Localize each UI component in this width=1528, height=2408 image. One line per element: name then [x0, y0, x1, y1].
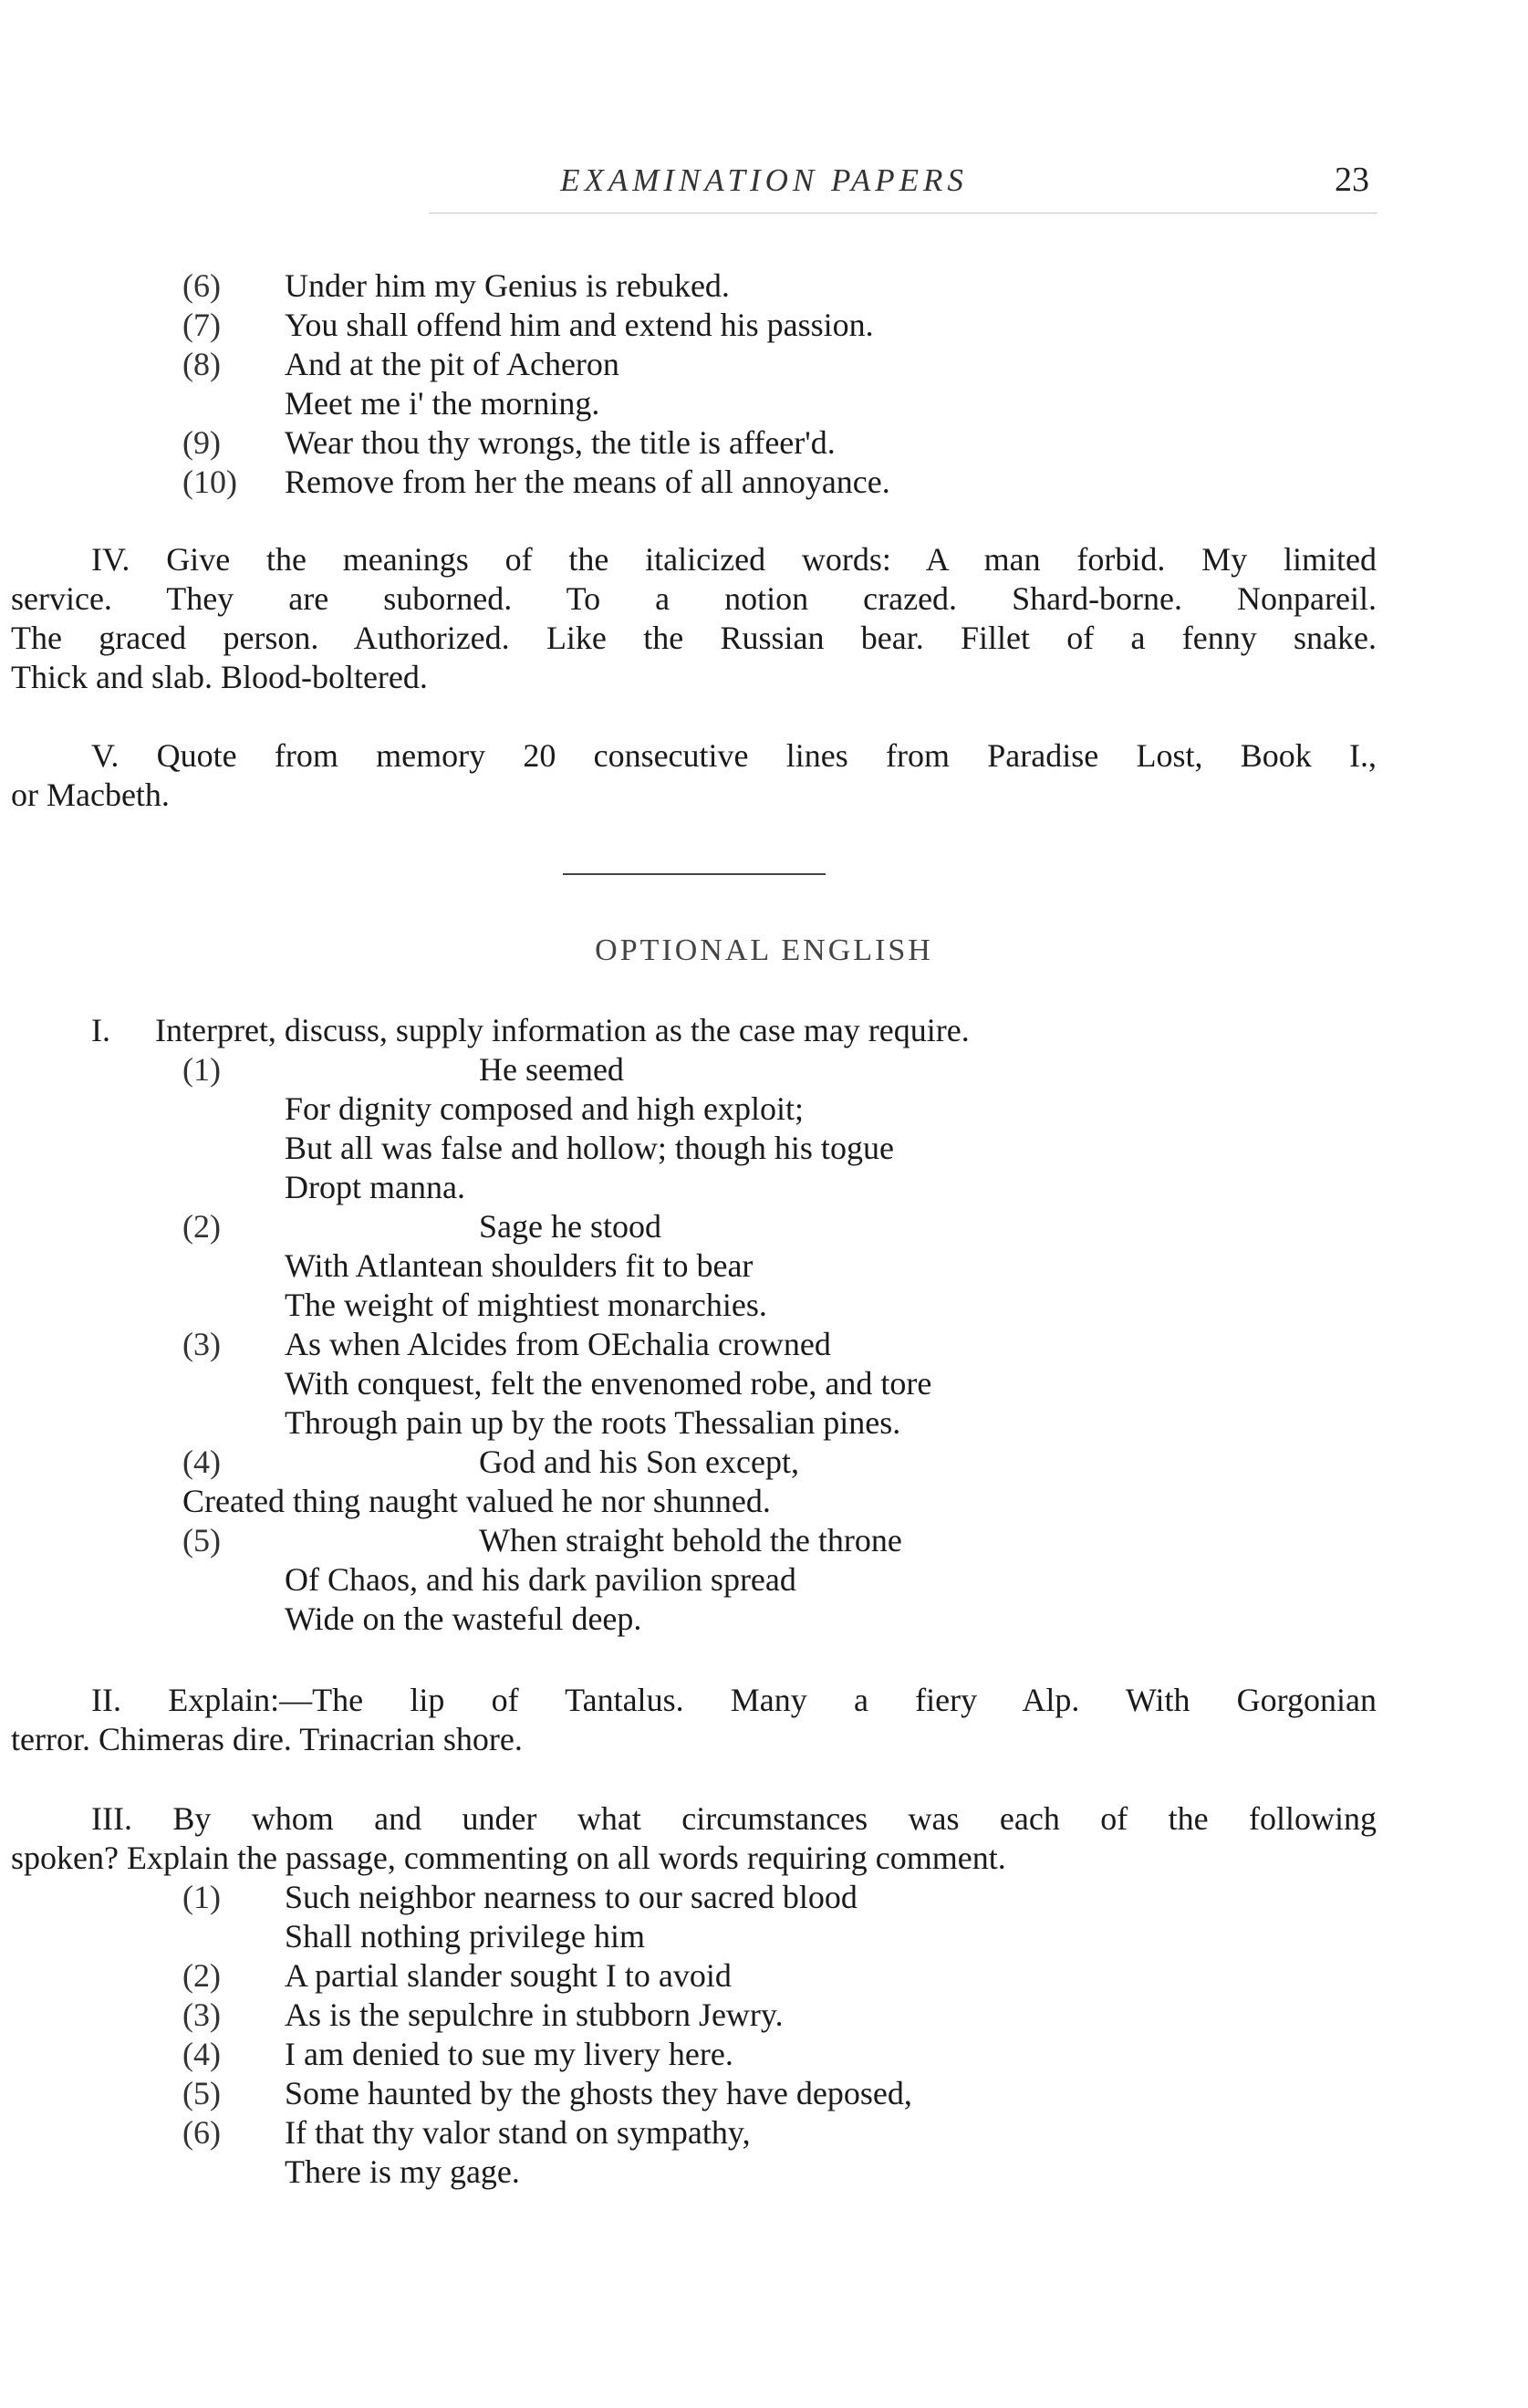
item-line: God and his Son except,	[479, 1444, 799, 1480]
list-item	[0, 1207, 1528, 1246]
question-line: The graced person. Authorized. Like the Russian bear. Fillet of a fenny snake.	[11, 620, 1377, 656]
item-number: (8)	[182, 346, 221, 382]
item-line: He seemed	[479, 1051, 624, 1088]
list-item	[0, 1996, 1528, 2035]
list-item	[0, 266, 1528, 306]
item-line-row	[0, 1482, 1528, 1521]
item-line-row	[0, 1129, 1528, 1168]
item-line-row	[0, 2153, 1528, 2192]
question-line: spoken? Explain the passage, commenting on all words requiring comment.	[11, 1840, 1006, 1876]
item-line: I am denied to sue my livery here.	[285, 2036, 733, 2072]
item-number: (5)	[182, 2075, 221, 2111]
item-line: As when Alcides from OEchalia crowned	[285, 1326, 831, 1362]
item-line: The weight of mightiest monarchies.	[285, 1287, 767, 1323]
question-line: service. They are suborned. To a notion crazed. Shard-borne. Nonpareil.	[11, 580, 1377, 617]
continued-items	[0, 266, 1528, 502]
item-number: (5)	[182, 1522, 221, 1558]
item-number: (4)	[182, 1444, 221, 1480]
question-number: II.	[91, 1682, 121, 1718]
question-number: I.	[91, 1012, 110, 1048]
optional-question-iii-items	[0, 1878, 1528, 2192]
item-line: There is my gage.	[285, 2153, 520, 2190]
header-title: EXAMINATION PAPERS	[560, 162, 968, 198]
section-title: OPTIONAL ENGLISH	[595, 933, 933, 967]
item-line: Dropt manna.	[285, 1169, 465, 1205]
item-line-row	[0, 1600, 1528, 1639]
item-line: And at the pit of Acheron	[285, 346, 619, 382]
item-line-row	[0, 1917, 1528, 1956]
question-line	[0, 1011, 1528, 1050]
item-number: (3)	[182, 1326, 221, 1362]
item-number: (2)	[182, 1208, 221, 1245]
item-line: As is the sepulchre in stubborn Jewry.	[285, 1996, 784, 2033]
item-number: (2)	[182, 1957, 221, 1994]
question-line: or Macbeth.	[11, 777, 170, 813]
item-number: (4)	[182, 2036, 221, 2072]
question-number: III.	[91, 1800, 132, 1837]
item-line: With Atlantean shoulders fit to bear	[285, 1247, 754, 1284]
item-line: You shall offend him and extend his passion.	[285, 307, 874, 343]
item-number: (1)	[182, 1051, 221, 1088]
item-line-row	[0, 1560, 1528, 1600]
question-line	[11, 736, 1377, 776]
question-line: terror. Chimeras dire. Trinacrian shore.	[11, 1721, 523, 1757]
item-line-row	[0, 1246, 1528, 1286]
list-item	[0, 2074, 1528, 2113]
question-text: Give the meanings of the italicized words: A man forbid. My limited	[166, 541, 1377, 578]
item-line: Through pain up by the roots Thessalian pines.	[285, 1404, 901, 1441]
question-text: Explain:—The lip of Tantalus. Many a fiery Alp. With Gorgonian	[168, 1682, 1377, 1718]
item-number: (9)	[182, 424, 221, 461]
question-iv	[11, 540, 1377, 697]
question-text: By whom and under what circumstances was each of the following	[172, 1800, 1377, 1837]
item-number: (7)	[182, 307, 221, 343]
item-line: Shall nothing privilege him	[285, 1918, 645, 1955]
item-line: Of Chaos, and his dark pavilion spread	[285, 1561, 796, 1598]
item-number: (1)	[182, 1879, 221, 1915]
question-v	[11, 736, 1377, 815]
list-item-continuation	[0, 384, 1528, 423]
list-item	[0, 423, 1528, 463]
list-item	[0, 2113, 1528, 2153]
item-line: Sage he stood	[479, 1208, 661, 1245]
question-line	[11, 540, 1377, 579]
item-line: A partial slander sought I to avoid	[285, 1957, 732, 1994]
list-item	[0, 345, 1528, 384]
item-line: Meet me i' the morning.	[285, 385, 600, 422]
item-line: Created thing naught valued he nor shunned.	[182, 1483, 771, 1519]
optional-question-iii	[11, 1799, 1377, 1878]
item-line: When straight behold the throne	[479, 1522, 902, 1558]
item-line-row	[0, 1089, 1528, 1129]
item-line: Under him my Genius is rebuked.	[285, 267, 730, 304]
question-number: V.	[91, 737, 120, 774]
list-item	[0, 1521, 1528, 1560]
question-text: Interpret, discuss, supply information as the case may require.	[155, 1012, 970, 1048]
question-number: IV.	[91, 541, 130, 578]
question-line: Thick and slab. Blood-boltered.	[11, 659, 428, 695]
item-line-row	[0, 1403, 1528, 1443]
question-line	[11, 1681, 1377, 1720]
item-line-row	[0, 1286, 1528, 1325]
item-line-row	[0, 1168, 1528, 1207]
item-line: For dignity composed and high exploit;	[285, 1090, 804, 1127]
item-line: Some haunted by the ghosts they have deposed,	[285, 2075, 912, 2111]
item-line: Wear thou thy wrongs, the title is affeer'd.	[285, 424, 836, 461]
item-number: (6)	[182, 2114, 221, 2151]
item-line: With conquest, felt the envenomed robe, and tore	[285, 1365, 932, 1402]
list-item	[0, 1050, 1528, 1089]
list-item	[0, 1878, 1528, 1917]
item-number: (10)	[182, 464, 237, 500]
list-item	[0, 2035, 1528, 2074]
item-number: (3)	[182, 1996, 221, 2033]
item-line: But all was false and hollow; though his togue	[285, 1130, 894, 1166]
question-line	[11, 1799, 1377, 1839]
page-number: 23	[1335, 161, 1369, 199]
item-line: Wide on the wasteful deep.	[285, 1600, 642, 1637]
list-item	[0, 1956, 1528, 1996]
item-line: If that thy valor stand on sympathy,	[285, 2114, 751, 2151]
item-line-row	[0, 1364, 1528, 1403]
question-text: Quote from memory 20 consecutive lines from Paradise Lost, Book I.,	[156, 737, 1377, 774]
optional-question-ii	[11, 1681, 1377, 1759]
header-rule	[429, 213, 1377, 214]
optional-question-i	[0, 1011, 1528, 1639]
running-header	[0, 161, 1528, 206]
item-line: Remove from her the means of all annoyance.	[285, 464, 890, 500]
list-item	[0, 1443, 1528, 1482]
item-number: (6)	[182, 267, 221, 304]
list-item	[0, 306, 1528, 345]
list-item	[0, 463, 1528, 502]
item-line: Such neighbor nearness to our sacred blood	[285, 1879, 858, 1915]
list-item	[0, 1325, 1528, 1364]
section-divider	[563, 873, 826, 875]
